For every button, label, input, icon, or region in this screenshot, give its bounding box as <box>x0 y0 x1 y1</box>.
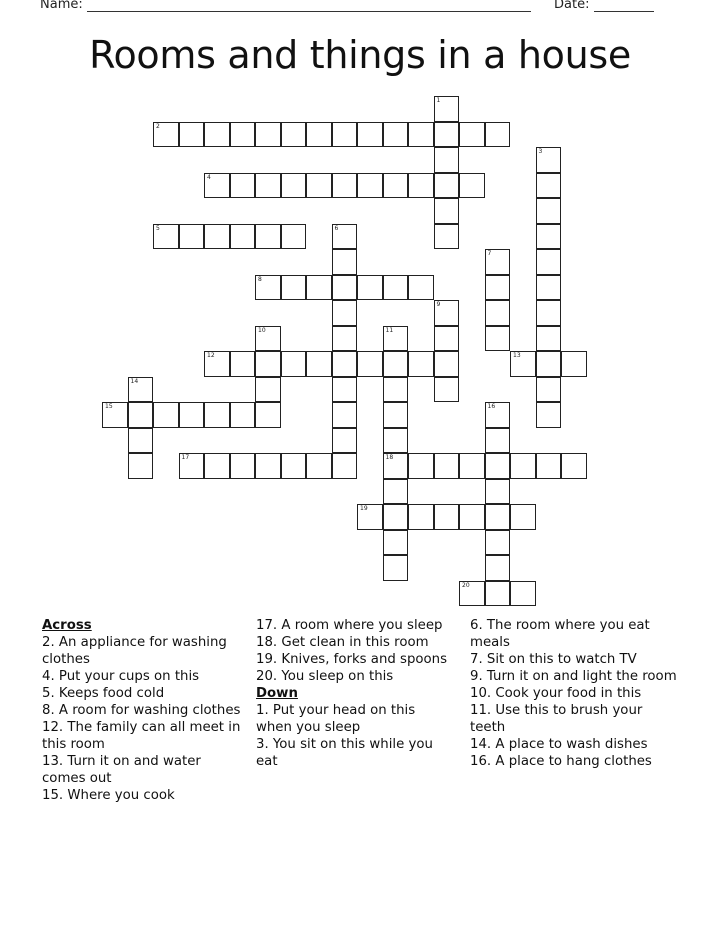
grid-cell[interactable] <box>408 173 434 199</box>
grid-cell[interactable] <box>561 351 587 377</box>
grid-cell[interactable] <box>383 122 409 148</box>
clue-column-3 <box>470 617 680 770</box>
grid-cell[interactable] <box>485 402 511 428</box>
grid-cell[interactable] <box>485 581 511 607</box>
grid-cell[interactable] <box>383 428 409 454</box>
grid-cell[interactable] <box>485 453 511 479</box>
clue-number: 18 <box>385 454 394 462</box>
grid-cell[interactable] <box>204 173 230 199</box>
grid-cell[interactable] <box>510 581 536 607</box>
clue-number: 3 <box>538 148 543 156</box>
grid-cell[interactable] <box>459 122 485 148</box>
grid-cell[interactable] <box>536 224 562 250</box>
grid-cell[interactable] <box>434 96 460 122</box>
clue-number: 14 <box>130 377 139 385</box>
clue-number: 20 <box>462 581 470 589</box>
grid-cell[interactable] <box>357 275 383 301</box>
clue-item <box>470 702 680 736</box>
clue-item-text: The room where you eat meals <box>470 618 650 650</box>
grid-cell[interactable] <box>255 275 281 301</box>
grid-cell[interactable] <box>179 122 205 148</box>
grid-cell[interactable] <box>536 147 562 173</box>
clue-number: 6 <box>334 224 339 232</box>
section-heading: Down <box>256 686 298 701</box>
grid-cell[interactable] <box>485 275 511 301</box>
clue-item-number: 13. <box>42 754 64 769</box>
grid-cell[interactable] <box>153 224 179 250</box>
grid-cell[interactable] <box>485 504 511 530</box>
clue-item <box>42 685 242 702</box>
clue-item-text: Put your cups on this <box>58 669 200 684</box>
grid-cell[interactable] <box>332 224 358 250</box>
grid-cell[interactable] <box>408 351 434 377</box>
grid-cell[interactable] <box>255 326 281 352</box>
clue-item-text: Put your head on this when you sleep <box>256 703 416 735</box>
grid-cell[interactable] <box>230 351 256 377</box>
grid-cell[interactable] <box>536 377 562 403</box>
grid-cell[interactable] <box>408 122 434 148</box>
clue-item-number: 19. <box>256 652 278 667</box>
clue-number: 5 <box>156 224 160 232</box>
grid-cell[interactable] <box>536 275 562 301</box>
grid-cell[interactable] <box>332 402 358 428</box>
grid-cell[interactable] <box>128 428 154 454</box>
name-label: Name: <box>40 0 83 12</box>
clue-item-number: 15. <box>42 788 64 803</box>
clue-item-number: 3. <box>256 737 269 752</box>
grid-cell[interactable] <box>485 428 511 454</box>
clue-item-number: 18. <box>256 635 278 650</box>
grid-cell[interactable] <box>459 504 485 530</box>
clue-number: 4 <box>207 173 211 181</box>
clue-number: 1 <box>436 97 441 105</box>
grid-cell[interactable] <box>306 275 332 301</box>
grid-cell[interactable] <box>306 453 332 479</box>
clue-item <box>470 753 680 770</box>
clue-item-number: 14. <box>470 737 492 752</box>
clue-item-text: Keeps food cold <box>58 686 165 701</box>
grid-cell[interactable] <box>485 249 511 275</box>
grid-cell[interactable] <box>179 453 205 479</box>
clue-item-number: 7. <box>470 652 483 667</box>
grid-cell[interactable] <box>485 555 511 581</box>
grid-cell[interactable] <box>434 224 460 250</box>
clue-number: 16 <box>487 403 496 411</box>
grid-cell[interactable] <box>434 198 460 224</box>
grid-cell[interactable] <box>230 122 256 148</box>
grid-cell[interactable] <box>536 173 562 199</box>
grid-cell[interactable] <box>102 402 128 428</box>
grid-cell[interactable] <box>255 453 281 479</box>
clue-item <box>256 668 452 685</box>
grid-cell[interactable] <box>332 275 358 301</box>
clue-item-number: 5. <box>42 686 55 701</box>
clue-item-number: 11. <box>470 703 492 718</box>
clue-number: 9 <box>436 301 441 309</box>
grid-cell[interactable] <box>434 377 460 403</box>
grid-cell[interactable] <box>383 504 409 530</box>
clue-item-number: 12. <box>42 720 64 735</box>
grid-cell[interactable] <box>255 377 281 403</box>
grid-cell[interactable] <box>204 224 230 250</box>
grid-cell[interactable] <box>408 453 434 479</box>
grid-cell[interactable] <box>332 122 358 148</box>
clue-item <box>42 668 242 685</box>
grid-cell[interactable] <box>281 453 307 479</box>
clue-number: 11 <box>385 326 394 334</box>
clue-item-text: Sit on this to watch TV <box>486 652 637 667</box>
clue-item-number: 17. <box>256 618 278 633</box>
clue-item-text: Cook your food in this <box>495 686 642 701</box>
grid-cell[interactable] <box>332 428 358 454</box>
clue-item-text: Get clean in this room <box>281 635 429 650</box>
clue-item-text: You sleep on this <box>281 669 394 684</box>
grid-cell[interactable] <box>485 479 511 505</box>
clue-column-2 <box>256 617 452 770</box>
clue-item-number: 8. <box>42 703 55 718</box>
grid-cell[interactable] <box>255 173 281 199</box>
grid-cell[interactable] <box>128 453 154 479</box>
grid-cell[interactable] <box>510 453 536 479</box>
clue-number: 2 <box>156 122 160 130</box>
grid-cell[interactable] <box>459 173 485 199</box>
clue-number: 17 <box>181 454 190 462</box>
grid-cell[interactable] <box>128 402 154 428</box>
grid-cell[interactable] <box>332 249 358 275</box>
grid-cell[interactable] <box>281 173 307 199</box>
clue-item-number: 10. <box>470 686 492 701</box>
grid-cell[interactable] <box>306 173 332 199</box>
grid-cell[interactable] <box>204 453 230 479</box>
grid-cell[interactable] <box>383 530 409 556</box>
grid-cell[interactable] <box>510 504 536 530</box>
grid-cell[interactable] <box>536 249 562 275</box>
grid-cell[interactable] <box>153 402 179 428</box>
clue-item-text: Turn it on and light the room <box>486 669 677 684</box>
grid-cell[interactable] <box>408 275 434 301</box>
date-label: Date: <box>554 0 590 12</box>
grid-cell[interactable] <box>383 275 409 301</box>
clue-item-text: Where you cook <box>67 788 175 803</box>
grid-cell[interactable] <box>485 300 511 326</box>
grid-cell[interactable] <box>434 504 460 530</box>
clue-item-number: 16. <box>470 754 492 769</box>
grid-cell[interactable] <box>306 122 332 148</box>
grid-cell[interactable] <box>128 377 154 403</box>
grid-cell[interactable] <box>383 479 409 505</box>
grid-cell[interactable] <box>434 147 460 173</box>
grid-cell[interactable] <box>153 122 179 148</box>
grid-cell[interactable] <box>179 224 205 250</box>
grid-cell[interactable] <box>204 351 230 377</box>
clue-item-number: 4. <box>42 669 55 684</box>
clue-item <box>42 719 242 753</box>
grid-cell[interactable] <box>230 224 256 250</box>
grid-cell[interactable] <box>357 504 383 530</box>
grid-cell[interactable] <box>230 453 256 479</box>
grid-cell[interactable] <box>485 530 511 556</box>
clue-item-text: Use this to brush your teeth <box>470 703 643 735</box>
clue-item-text: Knives, forks and spoons <box>281 652 448 667</box>
grid-cell[interactable] <box>306 351 332 377</box>
clue-number: 12 <box>207 352 215 360</box>
clue-item-number: 1. <box>256 703 269 718</box>
grid-cell[interactable] <box>332 326 358 352</box>
grid-cell[interactable] <box>281 275 307 301</box>
clue-number: 10 <box>258 326 266 334</box>
grid-cell[interactable] <box>281 351 307 377</box>
grid-cell[interactable] <box>561 453 587 479</box>
clue-item <box>470 617 680 651</box>
grid-cell[interactable] <box>536 326 562 352</box>
clue-item-text: An appliance for washing clothes <box>42 635 227 667</box>
clue-item-text: A place to wash dishes <box>495 737 648 752</box>
grid-cell[interactable] <box>255 351 281 377</box>
grid-cell[interactable] <box>255 224 281 250</box>
clue-item <box>42 634 242 668</box>
clue-item-text: You sit on this while you eat <box>256 737 433 769</box>
grid-cell[interactable] <box>332 453 358 479</box>
clue-number: 13 <box>513 352 521 360</box>
grid-cell[interactable] <box>204 122 230 148</box>
grid-cell[interactable] <box>255 122 281 148</box>
grid-cell[interactable] <box>281 122 307 148</box>
grid-cell[interactable] <box>485 122 511 148</box>
grid-cell[interactable] <box>383 351 409 377</box>
clue-item <box>470 685 680 702</box>
grid-cell[interactable] <box>510 351 536 377</box>
grid-cell[interactable] <box>408 504 434 530</box>
grid-cell[interactable] <box>230 402 256 428</box>
clue-number: 19 <box>360 505 368 513</box>
grid-cell[interactable] <box>357 173 383 199</box>
clue-item <box>256 702 452 736</box>
clue-item <box>470 668 680 685</box>
clue-item-number: 2. <box>42 635 55 650</box>
clue-item <box>470 736 680 753</box>
grid-cell[interactable] <box>332 300 358 326</box>
clue-item-text: A place to hang clothes <box>495 754 652 769</box>
grid-cell[interactable] <box>459 453 485 479</box>
clue-item-text: The family can all meet in this room <box>42 720 241 752</box>
clue-item-text: A room for washing clothes <box>58 703 241 718</box>
grid-cell[interactable] <box>230 173 256 199</box>
grid-cell[interactable] <box>536 351 562 377</box>
grid-cell[interactable] <box>255 402 281 428</box>
clue-item <box>42 753 242 787</box>
clue-item-number: 9. <box>470 669 483 684</box>
clue-number: 15 <box>105 403 113 411</box>
grid-cell[interactable] <box>434 300 460 326</box>
clue-item <box>256 617 452 634</box>
grid-cell[interactable] <box>536 402 562 428</box>
grid-cell[interactable] <box>485 326 511 352</box>
grid-cell[interactable] <box>383 402 409 428</box>
grid-cell[interactable] <box>434 326 460 352</box>
clue-item-text: Turn it on and water comes out <box>42 754 201 786</box>
clue-number: 7 <box>487 250 492 258</box>
grid-cell[interactable] <box>536 453 562 479</box>
grid-cell[interactable] <box>332 351 358 377</box>
clue-item <box>42 787 242 804</box>
grid-cell[interactable] <box>383 173 409 199</box>
grid-cell[interactable] <box>434 453 460 479</box>
grid-cell[interactable] <box>459 581 485 607</box>
grid-cell[interactable] <box>332 377 358 403</box>
clue-item-number: 6. <box>470 618 483 633</box>
grid-cell[interactable] <box>383 453 409 479</box>
grid-cell[interactable] <box>383 326 409 352</box>
grid-cell[interactable] <box>179 402 205 428</box>
grid-cell[interactable] <box>536 300 562 326</box>
section-heading: Across <box>42 618 92 633</box>
clue-item-text: A room where you sleep <box>281 618 443 633</box>
grid-cell[interactable] <box>281 224 307 250</box>
grid-cell[interactable] <box>332 173 358 199</box>
clue-item-number: 20. <box>256 669 278 684</box>
clue-column-1 <box>42 617 242 804</box>
clue-item <box>256 651 452 668</box>
clue-item <box>256 736 452 770</box>
grid-cell[interactable] <box>357 122 383 148</box>
grid-cell[interactable] <box>434 351 460 377</box>
grid-cell[interactable] <box>536 198 562 224</box>
clue-item <box>42 702 242 719</box>
grid-cell[interactable] <box>434 122 460 148</box>
grid-cell[interactable] <box>204 402 230 428</box>
page-title: Rooms and things in a house <box>89 33 631 77</box>
clue-number: 8 <box>258 275 262 283</box>
grid-cell[interactable] <box>383 377 409 403</box>
grid-cell[interactable] <box>383 555 409 581</box>
clue-item <box>470 651 680 668</box>
grid-cell[interactable] <box>434 173 460 199</box>
grid-cell[interactable] <box>357 351 383 377</box>
clue-item <box>256 634 452 651</box>
